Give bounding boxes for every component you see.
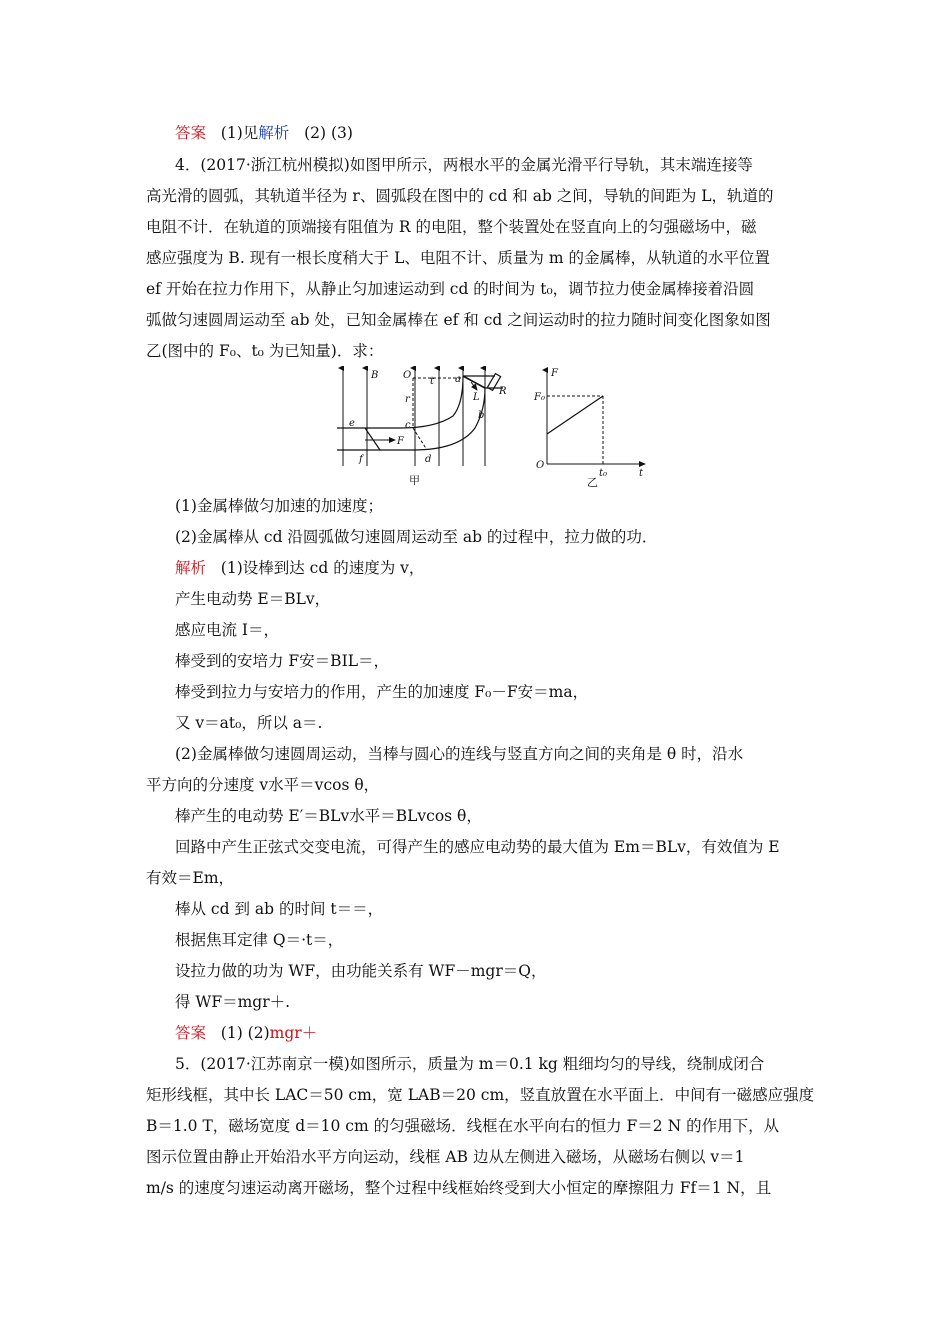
solution-part2: 回路中产生正弦式交变电流，可得产生的感应电动势的最大值为 Em＝BLv，有效值为 E bbox=[175, 838, 780, 856]
label-c: c bbox=[405, 420, 411, 431]
field-lines bbox=[343, 368, 485, 466]
q5-line: B＝1.0 T，磁场宽度 d＝10 cm 的匀强磁场．线框在水平向右的恒力 F＝2 N 的作用下，从 bbox=[146, 1117, 780, 1135]
caption-right: 乙 bbox=[587, 476, 598, 488]
label-B: B bbox=[371, 370, 379, 381]
solution-line: 棒受到拉力与安培力的作用，产生的加速度 F₀－F安＝ma， bbox=[175, 683, 589, 701]
answer-label: 答案 bbox=[175, 1024, 207, 1042]
physics-figure bbox=[335, 366, 655, 488]
label-f: f bbox=[359, 454, 363, 465]
solution-part2: 根据焦耳定律 Q＝·t＝， bbox=[175, 931, 344, 949]
label-O: O bbox=[403, 370, 412, 381]
solution-line: 感应电流 I＝， bbox=[175, 621, 280, 639]
answer-text: (1)见 bbox=[220, 124, 259, 142]
q5-line: 矩形线框，其中长 LAC＝50 cm，宽 LAB＝20 cm，竖直放置在水平面上．中间有一磁感应强度 bbox=[146, 1086, 815, 1104]
solution-line: 产生电动势 E＝BLv， bbox=[175, 590, 331, 608]
graph-axes bbox=[547, 370, 645, 464]
solution-part2: (2)金属棒做匀速圆周运动，当棒与圆心的连线与竖直方向之间的夹角是 θ 时，沿水 bbox=[175, 745, 744, 763]
label-a: a bbox=[455, 374, 461, 385]
label-b: b bbox=[478, 410, 485, 421]
q4-line: 乙(图中的 F₀、t₀ 为已知量)．求： bbox=[146, 342, 384, 360]
label-R: R bbox=[499, 386, 507, 397]
graph-label-t0: t₀ bbox=[599, 468, 608, 479]
answer-text-2: (2) (3) bbox=[304, 124, 353, 142]
q5-line: 图示位置由静止开始沿水平方向运动，线框 AB 边从左侧进入磁场，从磁场右侧以 v＝1 bbox=[146, 1148, 745, 1166]
solution-text: (1)设棒到达 cd 的速度为 v， bbox=[220, 559, 425, 577]
solution-label: 解析 bbox=[175, 559, 207, 577]
q4-line: ef 开始在拉力作用下，从静止匀加速运动到 cd 的时间为 t₀，调节拉力使金属棒接着沿圆 bbox=[146, 280, 755, 298]
q4-line: 4．(2017·浙江杭州模拟)如图甲所示，两根水平的金属光滑平行导轨，其末端连接等 bbox=[175, 156, 753, 174]
answer-line-2 bbox=[175, 1023, 845, 1043]
solution-first-line bbox=[175, 558, 845, 578]
answer-link[interactable]: 解析 bbox=[258, 124, 290, 142]
q4-line: 高光滑的圆弧，其轨道半径为 r、圆弧段在图中的 cd 和 ab 之间，导轨的间距为 L，轨道的 bbox=[146, 187, 774, 205]
q4-line: 弧做匀速圆周运动至 ab 处，已知金属棒在 ef 和 cd 之间运动时的拉力随时间变化图象如图 bbox=[146, 311, 771, 329]
answer-label: 答案 bbox=[175, 124, 207, 142]
q5-line: 5．(2017·江苏南京一模)如图所示，质量为 m＝0.1 kg 粗细均匀的导线，绕制成闭合 bbox=[175, 1055, 765, 1073]
answer-line-1 bbox=[175, 123, 845, 143]
graph-label-t: t bbox=[639, 468, 644, 479]
graph-label-F: F bbox=[551, 368, 558, 379]
graph-label-O: O bbox=[536, 460, 545, 471]
solution-part2: 得 WF＝mgr＋. bbox=[175, 993, 291, 1011]
answer-text: (1) (2) bbox=[220, 1024, 270, 1042]
force-graph-line bbox=[547, 396, 603, 434]
label-r: r bbox=[405, 394, 410, 405]
figure-svg bbox=[335, 366, 655, 488]
graph-dashed bbox=[547, 396, 603, 464]
solution-part2: 棒产生的电动势 E′＝BLv水平＝BLvcos θ， bbox=[175, 807, 482, 825]
label-L: L bbox=[473, 392, 480, 403]
solution-part2: 有效＝Em， bbox=[146, 869, 235, 887]
q5-line: m/s 的速度匀速运动离开磁场，整个过程中线框始终受到大小恒定的摩擦阻力 Ff＝1 N，且 bbox=[146, 1179, 772, 1197]
q4-question-2: (2)金属棒从 cd 沿圆弧做匀速圆周运动至 ab 的过程中，拉力做的功． bbox=[175, 528, 658, 546]
q4-line: 电阻不计．在轨道的顶端接有阻值为 R 的电阻，整个装置处在竖直向上的匀强磁场中，磁 bbox=[146, 218, 757, 236]
solution-part2: 设拉力做的功为 WF，由功能关系有 WF－mgr＝Q， bbox=[175, 962, 547, 980]
label-e: e bbox=[349, 418, 355, 429]
solution-part2: 棒从 cd 到 ab 的时间 t＝＝， bbox=[175, 900, 384, 918]
q4-line: 感应强度为 B. 现有一根长度稍大于 L、电阻不计、质量为 m 的金属棒，从轨道的水平位置 bbox=[146, 249, 770, 267]
solution-line: 棒受到的安培力 F安＝BIL＝， bbox=[175, 652, 389, 670]
solution-part2: 平方向的分速度 v水平＝vcos θ， bbox=[146, 776, 380, 794]
q4-question-1: (1)金属棒做匀加速的加速度； bbox=[175, 497, 383, 515]
label-t: t bbox=[430, 376, 435, 387]
label-d: d bbox=[425, 454, 432, 465]
answer-red-tail: mgr＋ bbox=[269, 1024, 318, 1042]
graph-label-F0: F₀ bbox=[534, 392, 545, 403]
label-F: F bbox=[397, 436, 404, 447]
solution-line: 又 v＝at₀，所以 a＝. bbox=[175, 714, 323, 732]
caption-left: 甲 bbox=[409, 474, 420, 487]
